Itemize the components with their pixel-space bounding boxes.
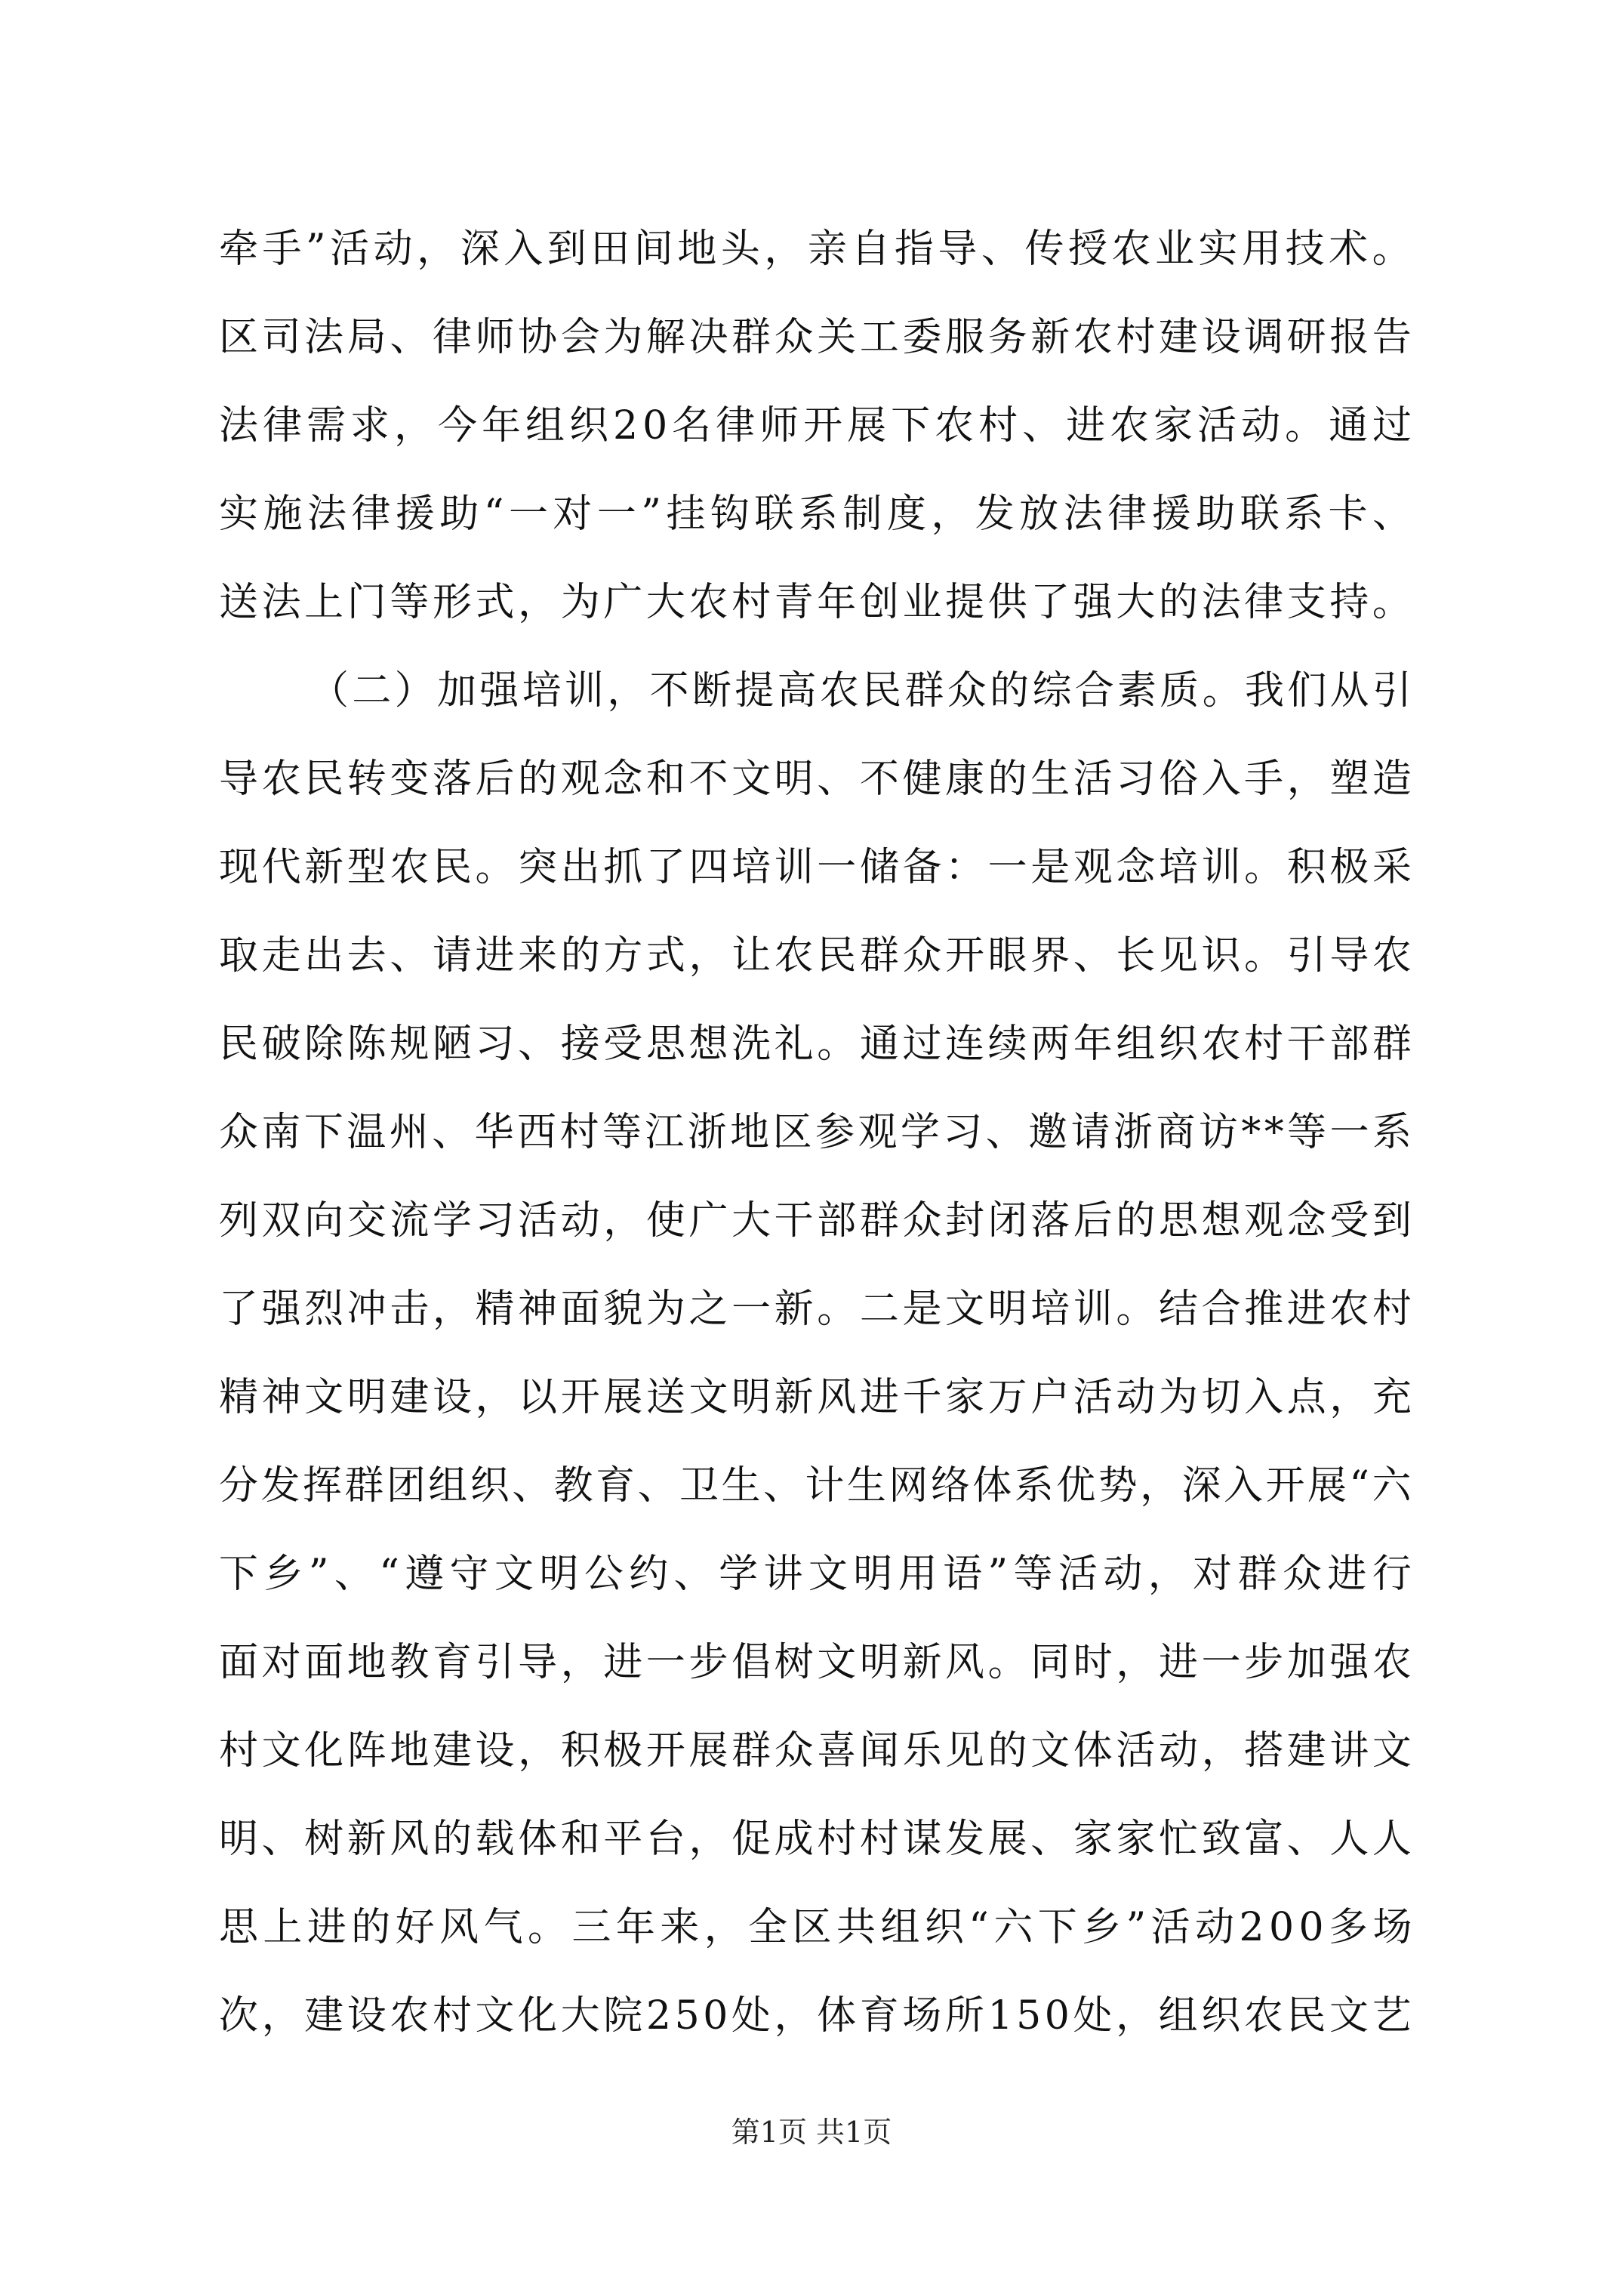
text-line: 面对面地教育引导，进一步倡树文明新风。同时，进一步加强农 — [219, 1640, 1415, 1685]
text-line: 列双向交流学习活动，使广大干部群众封闭落后的思想观念受到 — [219, 1198, 1415, 1244]
text-line: 明、树新风的载体和平台，促成村村谋发展、家家忙致富、人人 — [219, 1817, 1415, 1862]
text-line: 精神文明建设，以开展送文明新风进千家万户活动为切入点，充 — [219, 1375, 1415, 1420]
text-line: 下乡”、“遵守文明公约、学讲文明用语”等活动，对群众进行 — [219, 1552, 1418, 1597]
text-line: 法律需求，今年组织20名律师开展下农村、进农家活动。通过 — [219, 403, 1417, 448]
paragraph-start-line: （二）加强培训，不断提高农民群众的综合素质。我们从引 — [310, 668, 1415, 713]
text-line: 导农民转变落后的观念和不文明、不健康的生活习俗入手，塑造 — [219, 757, 1415, 802]
text-line: 送法上门等形式，为广大农村青年创业提供了强大的法律支持。 — [219, 580, 1415, 625]
text-line: 牵手”活动，深入到田间地头，亲自指导、传授农业实用技术。 — [219, 227, 1416, 272]
text-line: 众南下温州、华西村等江浙地区参观学习、邀请浙商访**等一系 — [219, 1110, 1415, 1155]
text-line: 了强烈冲击，精神面貌为之一新。二是文明培训。结合推进农村 — [219, 1287, 1415, 1332]
text-line: 分发挥群团组织、教育、卫生、计生网络体系优势，深入开展“六 — [219, 1463, 1414, 1509]
text-line: 现代新型农民。突出抓了四培训一储备：一是观念培训。积极采 — [219, 845, 1415, 890]
page-footer: 第1页 共1页 — [731, 2116, 892, 2149]
text-line: 取走出去、请进来的方式，让农民群众开眼界、长见识。引导农 — [219, 933, 1415, 978]
text-line: 区司法局、律师协会为解决群众关工委服务新农村建设调研报告 — [219, 315, 1415, 360]
text-line: 民破除陈规陋习、接受思想洗礼。通过连续两年组织农村干部群 — [219, 1022, 1415, 1067]
text-line: 思上进的好风气。三年来，全区共组织“六下乡”活动200多场 — [219, 1905, 1417, 1950]
text-line: 村文化阵地建设，积极开展群众喜闻乐见的文体活动，搭建讲文 — [219, 1728, 1415, 1774]
text-line: 实施法律援助“一对一”挂钩联系制度，发放法律援助联系卡、 — [219, 492, 1417, 537]
text-line: 次，建设农村文化大院250处，体育场所150处，组织农民文艺 — [219, 1993, 1415, 2039]
